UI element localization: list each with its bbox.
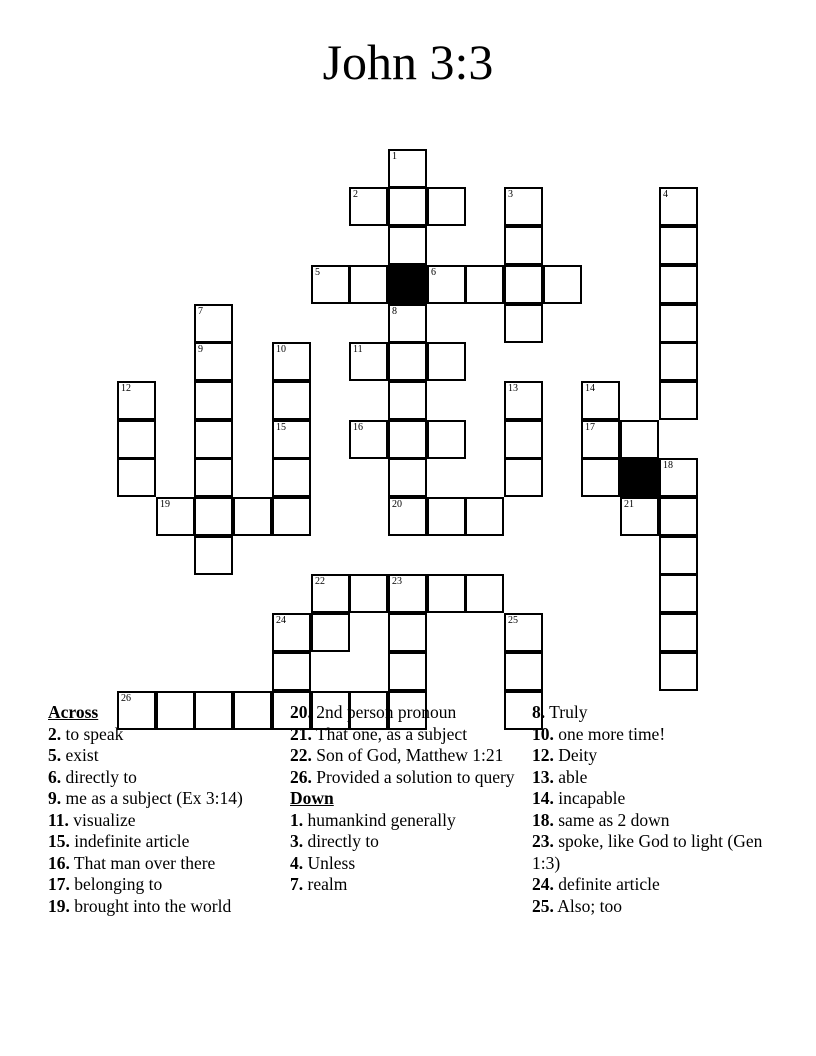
clue-number: 17. [48,874,70,894]
clue-text: to speak [61,723,124,744]
grid-cell[interactable] [194,304,233,343]
grid-cell[interactable] [272,458,311,497]
clue-number: 1 [392,151,397,162]
grid-cell[interactable] [117,381,156,420]
clue-item [532,767,764,789]
grid-cell[interactable] [659,458,698,497]
grid-cell[interactable] [581,458,620,497]
grid-cell[interactable] [349,420,388,459]
clue-text: Truly [545,702,588,722]
clue-number: 11 [353,344,363,355]
grid-cell[interactable] [388,458,427,497]
grid-cell[interactable] [117,420,156,459]
grid-cell[interactable] [504,381,543,420]
clue-number: 24. [532,874,554,894]
clue-number: 4 [663,189,668,200]
grid-cell[interactable] [117,458,156,497]
grid-cell[interactable] [272,381,311,420]
grid-cell[interactable] [581,420,620,459]
black-square [620,458,659,497]
grid-cell[interactable] [233,497,272,536]
grid-cell[interactable] [504,226,543,265]
clue-number: 9 [198,344,203,355]
clue-text: humankind generally [303,809,456,830]
clue-item [48,831,280,853]
grid-cell[interactable] [659,613,698,652]
grid-cell[interactable] [388,187,427,226]
clue-number: 13 [508,383,518,394]
clue-item [532,788,764,810]
clue-number: 15. [48,831,70,851]
grid-cell[interactable] [272,613,311,652]
grid-cell[interactable] [388,304,427,343]
clue-number: 10 [276,344,286,355]
grid-cell[interactable] [388,342,427,381]
grid-cell[interactable] [272,497,311,536]
grid-cell[interactable] [388,652,427,691]
grid-cell[interactable] [194,342,233,381]
clue-item [290,874,522,896]
grid-cell[interactable] [156,497,195,536]
clues-column-3 [532,702,764,917]
grid-cell[interactable] [388,226,427,265]
grid-cell[interactable] [349,265,388,304]
clue-number: 22. [290,745,312,765]
clue-item [532,810,764,832]
clue-text: realm [303,874,348,894]
clue-number: 19 [160,499,170,510]
clue-number: 2 [353,189,358,200]
clue-item [532,724,764,746]
grid-cell[interactable] [427,342,466,381]
clue-number: 3. [290,831,304,851]
clue-text: belonging to [69,874,163,894]
grid-cell[interactable] [659,536,698,575]
grid-cell[interactable] [388,613,427,652]
grid-cell[interactable] [194,458,233,497]
grid-cell[interactable] [504,613,543,652]
clue-text: Also; too [553,895,622,916]
clue-item [532,702,764,724]
across-heading: Across [48,702,99,722]
grid-cell[interactable] [504,420,543,459]
clue-text: That one, as a subject [311,723,468,744]
clues-column-1 [48,702,280,917]
grid-cell[interactable] [504,265,543,304]
clue-number: 23 [392,576,402,587]
grid-cell[interactable] [272,342,311,381]
clue-text: brought into the world [69,895,232,916]
grid-cell[interactable] [659,497,698,536]
clue-number: 6. [48,766,62,787]
clue-number: 14 [585,383,595,394]
clue-text: directly to [303,831,379,851]
clue-number: 18. [532,809,554,830]
clue-text: That man over there [69,852,216,873]
grid-cell[interactable] [388,381,427,420]
grid-cell[interactable] [427,574,466,613]
clue-text: exist [61,745,99,765]
grid-cell[interactable] [659,304,698,343]
clue-number: 8 [392,306,397,317]
clue-number: 5 [315,267,320,278]
clue-number: 9. [48,788,62,808]
black-square [388,265,427,304]
clue-number: 21 [624,499,634,510]
grid-cell[interactable] [349,342,388,381]
clue-item [48,874,280,896]
grid-cell[interactable] [311,265,350,304]
grid-cell[interactable] [543,265,582,304]
clue-item [48,724,280,746]
grid-cell[interactable] [194,381,233,420]
clue-number: 5. [48,745,62,765]
clue-item [532,896,764,918]
clue-item [290,853,522,875]
grid-cell[interactable] [427,420,466,459]
clue-number: 16. [48,852,70,873]
clue-item [290,767,522,789]
clue-item [48,896,280,918]
clue-number: 25. [532,895,554,916]
clue-text: spoke, like God to light (Gen 1:3) [532,831,763,873]
grid-cell[interactable] [504,187,543,226]
grid-cell[interactable] [194,536,233,575]
clue-number: 23. [532,831,554,851]
clue-text: Unless [303,852,356,873]
grid-cell[interactable] [659,381,698,420]
clue-number: 6 [431,267,436,278]
clue-number: 7. [290,874,304,894]
grid-cell[interactable] [388,420,427,459]
grid-cell[interactable] [427,265,466,304]
clue-item [290,724,522,746]
grid-cell[interactable] [427,497,466,536]
clue-item [290,810,522,832]
clue-number: 17 [585,422,595,433]
clue-item [48,853,280,875]
grid-cell[interactable] [427,187,466,226]
clue-item [290,745,522,767]
grid-cell[interactable] [194,420,233,459]
clue-number: 12. [532,745,554,765]
grid-cell[interactable] [465,497,504,536]
down-heading: Down [290,788,334,808]
clue-number: 15 [276,422,286,433]
clue-text: directly to [61,766,137,787]
clue-number: 2. [48,723,62,744]
grid-cell[interactable] [659,652,698,691]
grid-cell[interactable] [620,420,659,459]
clue-number: 3 [508,189,513,200]
clue-number: 1. [290,809,304,830]
clue-text: Provided a solution to query [311,766,515,787]
clue-item [290,702,522,724]
grid-cell[interactable] [504,652,543,691]
grid-cell[interactable] [659,226,698,265]
clue-text: able [553,766,588,787]
clue-text: Son of God, Matthew 1:21 [311,745,504,765]
clue-number: 25 [508,615,518,626]
clue-number: 11. [48,809,69,830]
grid-cell[interactable] [349,574,388,613]
clue-text: one more time! [553,723,666,744]
clue-item [48,810,280,832]
clue-text: 2nd person pronoun [311,702,457,722]
grid-cell[interactable] [504,304,543,343]
grid-cell[interactable] [272,652,311,691]
grid-cell[interactable] [388,574,427,613]
grid-cell[interactable] [504,458,543,497]
clue-number: 12 [121,383,131,394]
clue-item [532,874,764,896]
grid-cell[interactable] [465,265,504,304]
clue-text: visualize [68,809,136,830]
grid-cell[interactable] [388,497,427,536]
clue-text: indefinite article [69,831,190,851]
clue-item [48,788,280,810]
clue-number: 13. [532,766,554,787]
grid-cell[interactable] [349,187,388,226]
clue-text: definite article [553,874,660,894]
clue-number: 4. [290,852,304,873]
clue-item [532,831,764,874]
grid-cell[interactable] [659,574,698,613]
clue-number: 22 [315,576,325,587]
clue-text: same as 2 down [553,809,670,830]
grid-cell[interactable] [311,613,350,652]
grid-cell[interactable] [620,497,659,536]
grid-cell[interactable] [659,187,698,226]
grid-cell[interactable] [388,149,427,188]
clue-text: me as a subject (Ex 3:14) [61,788,243,808]
grid-cell[interactable] [311,574,350,613]
clue-number: 20. [290,702,312,722]
clue-text: incapable [553,788,626,808]
clue-number: 18 [663,460,673,471]
clue-number: 26. [290,766,312,787]
clue-number: 21. [290,723,312,744]
clue-item [290,831,522,853]
grid-cell[interactable] [465,574,504,613]
grid-cell[interactable] [659,265,698,304]
clue-number: 16 [353,422,363,433]
puzzle-title: John 3:3 [322,34,494,90]
clue-number: 8. [532,702,546,722]
clue-text: Deity [553,745,598,765]
clues-column-2 [290,702,522,896]
clue-number: 14. [532,788,554,808]
clue-number: 24 [276,615,286,626]
clue-number: 7 [198,306,203,317]
clue-number: 10. [532,723,554,744]
clue-item [48,767,280,789]
grid-cell[interactable] [581,381,620,420]
clue-item [48,745,280,767]
clue-number: 20 [392,499,402,510]
grid-cell[interactable] [659,342,698,381]
clue-number: 19. [48,895,70,916]
grid-cell[interactable] [194,497,233,536]
clue-item [532,745,764,767]
grid-cell[interactable] [272,420,311,459]
clue-number: 26 [121,693,131,704]
